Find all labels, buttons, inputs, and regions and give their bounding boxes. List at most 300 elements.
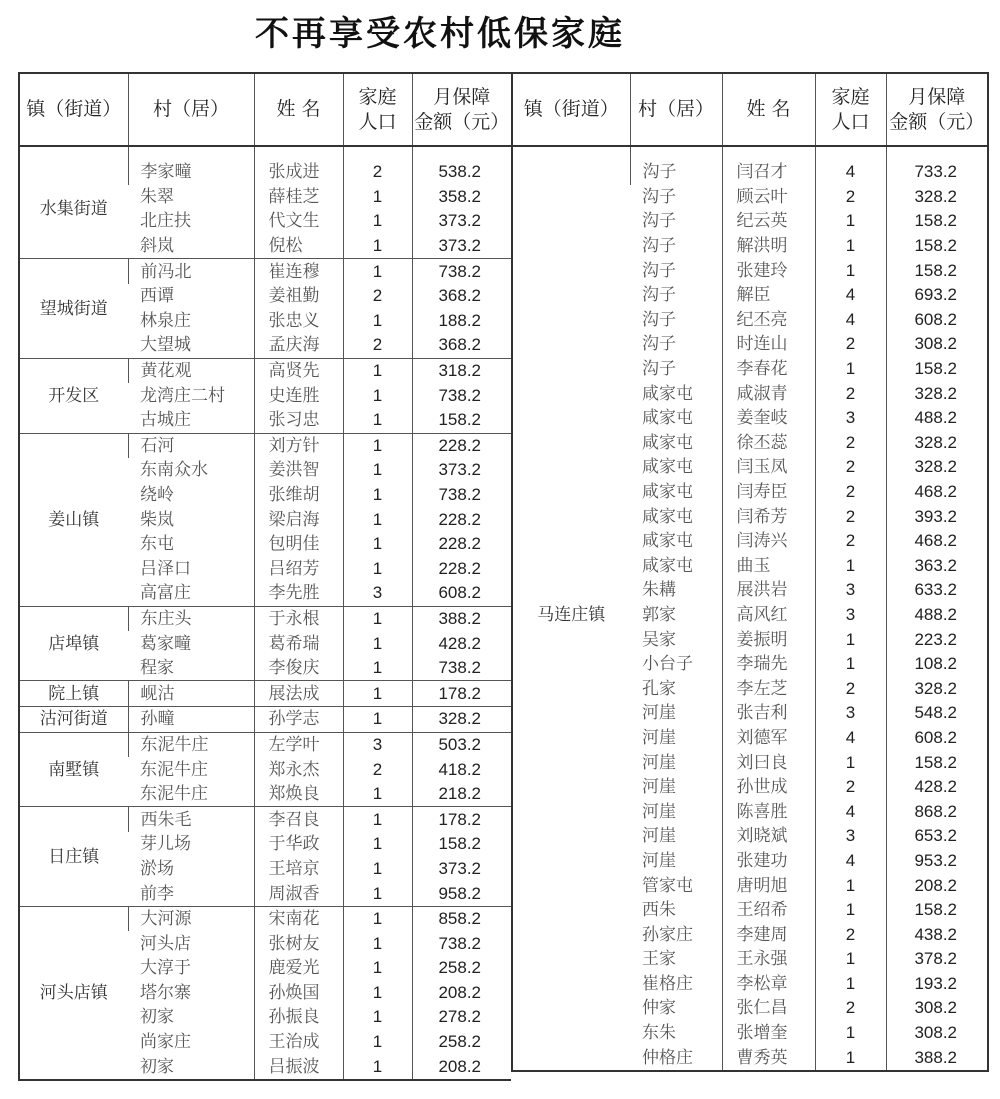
town-cell: 河头店镇 <box>39 982 108 1003</box>
village-cell: 东泥牛庄 <box>140 759 208 780</box>
population-cell: 1 <box>343 981 412 1006</box>
name-cell: 咸淑青 <box>722 381 815 406</box>
village-cell: 岘沽 <box>128 681 254 707</box>
amount-cell: 158.2 <box>412 408 511 433</box>
amount-cell: 158.2 <box>886 234 988 259</box>
population-cell: 1 <box>815 947 886 972</box>
population-cell: 1 <box>343 782 412 807</box>
header-town: 镇（街道） <box>512 73 630 146</box>
header-village: 村（居） <box>128 73 254 146</box>
header-amount-line2: 金额（元） <box>889 110 985 133</box>
name-cell: 包明佳 <box>254 532 343 557</box>
name-cell: 孙振良 <box>254 1005 343 1030</box>
village-cell: 沟子 <box>642 186 676 207</box>
amount-cell: 228.2 <box>412 433 511 458</box>
name-cell: 姜洪智 <box>254 458 343 483</box>
village-cell: 崔格庄 <box>642 973 693 994</box>
amount-cell: 178.2 <box>412 807 511 832</box>
village-cell: 黄花观 <box>128 358 254 383</box>
name-cell: 宋南花 <box>254 906 343 931</box>
name-cell: 孙世成 <box>722 775 815 800</box>
name-cell: 刘方针 <box>254 433 343 458</box>
population-cell: 2 <box>815 504 886 529</box>
village-cell: 大河源 <box>128 906 254 931</box>
table-row <box>19 906 511 931</box>
name-cell: 薛桂芝 <box>254 185 343 210</box>
population-cell: 1 <box>815 652 886 677</box>
population-cell: 1 <box>343 483 412 508</box>
amount-cell: 633.2 <box>886 578 988 603</box>
village-cell: 东庄头 <box>128 606 254 631</box>
population-cell: 2 <box>343 146 412 185</box>
name-cell: 孟庆海 <box>254 333 343 358</box>
name-cell: 梁启海 <box>254 507 343 532</box>
amount-cell: 958.2 <box>412 881 511 906</box>
header-town: 镇（街道） <box>19 73 128 146</box>
population-cell: 1 <box>343 458 412 483</box>
amount-cell: 208.2 <box>412 1054 511 1080</box>
name-cell: 王治成 <box>254 1030 343 1055</box>
amount-cell: 418.2 <box>412 757 511 782</box>
population-cell: 1 <box>815 554 886 579</box>
name-cell: 展法成 <box>254 681 343 707</box>
village-cell: 东朱 <box>642 1023 676 1044</box>
population-cell: 1 <box>343 681 412 707</box>
village-cell: 仲格庄 <box>642 1047 693 1068</box>
amount-cell: 373.2 <box>412 857 511 882</box>
amount-cell: 328.2 <box>886 455 988 480</box>
amount-cell: 158.2 <box>886 750 988 775</box>
village-cell: 大望城 <box>128 333 254 358</box>
population-cell: 1 <box>815 209 886 234</box>
village-cell: 沟子 <box>642 285 676 306</box>
amount-cell: 438.2 <box>886 922 988 947</box>
table-row <box>19 606 511 631</box>
population-cell: 2 <box>815 455 886 480</box>
population-cell: 2 <box>815 922 886 947</box>
name-cell: 高风红 <box>722 603 815 628</box>
village-cell: 沟子 <box>642 260 676 281</box>
population-cell: 1 <box>343 707 412 733</box>
village-cell: 咸家屯 <box>642 506 693 527</box>
amount-cell: 208.2 <box>412 981 511 1006</box>
population-cell: 1 <box>815 627 886 652</box>
population-cell: 1 <box>343 1030 412 1055</box>
village-cell: 古城庄 <box>128 408 254 433</box>
name-cell: 李松章 <box>722 972 815 997</box>
population-cell: 1 <box>343 832 412 857</box>
village-cell: 北庄扶 <box>140 211 191 232</box>
population-cell: 1 <box>815 898 886 923</box>
amount-cell: 428.2 <box>886 775 988 800</box>
amount-cell: 373.2 <box>412 234 511 259</box>
name-cell: 张增奎 <box>722 1021 815 1046</box>
village-cell: 葛家疃 <box>140 633 191 654</box>
population-cell: 1 <box>343 234 412 259</box>
amount-cell: 738.2 <box>412 259 511 284</box>
header-row <box>19 73 511 146</box>
name-cell: 孙焕国 <box>254 981 343 1006</box>
name-cell: 李建周 <box>722 922 815 947</box>
name-cell: 李召良 <box>254 807 343 832</box>
population-cell: 1 <box>343 656 412 681</box>
town-cell: 开发区 <box>19 358 128 433</box>
name-cell: 刘晓斌 <box>722 824 815 849</box>
village-cell: 管家屯 <box>642 875 693 896</box>
name-cell: 王永强 <box>722 947 815 972</box>
population-cell: 1 <box>343 881 412 906</box>
right-table-body <box>512 146 988 1071</box>
table-row <box>512 146 988 185</box>
village-cell: 咸家屯 <box>642 531 693 552</box>
amount-cell: 378.2 <box>886 947 988 972</box>
header-population <box>815 73 886 146</box>
name-cell: 顾云叶 <box>722 185 815 210</box>
amount-cell: 223.2 <box>886 627 988 652</box>
header-amount <box>886 73 988 146</box>
village-cell: 东泥牛庄 <box>128 732 254 757</box>
village-cell: 河崖 <box>642 703 676 724</box>
header-population <box>343 73 412 146</box>
population-cell: 1 <box>343 408 412 433</box>
population-cell: 1 <box>343 1005 412 1030</box>
name-cell: 孙学志 <box>254 707 343 733</box>
village-cell: 前冯北 <box>128 259 254 284</box>
amount-cell: 368.2 <box>412 333 511 358</box>
amount-cell: 328.2 <box>886 431 988 456</box>
village-cell: 沟子 <box>642 211 676 232</box>
village-cell: 河崖 <box>642 850 676 871</box>
village-cell: 吴家 <box>642 629 676 650</box>
village-cell: 龙湾庄二村 <box>140 385 225 406</box>
population-cell: 1 <box>343 358 412 383</box>
amount-cell: 208.2 <box>886 873 988 898</box>
village-cell: 东屯 <box>140 534 174 555</box>
population-cell: 2 <box>815 996 886 1021</box>
village-cell: 王家 <box>642 949 676 970</box>
amount-cell: 278.2 <box>412 1005 511 1030</box>
amount-cell: 188.2 <box>412 309 511 334</box>
population-cell: 1 <box>343 606 412 631</box>
name-cell: 周淑香 <box>254 881 343 906</box>
village-cell: 芽儿场 <box>140 834 191 855</box>
name-cell: 张吉利 <box>722 701 815 726</box>
population-cell: 4 <box>815 849 886 874</box>
town-cell: 姜山镇 <box>19 433 128 606</box>
name-cell: 高贤先 <box>254 358 343 383</box>
village-cell: 孙家庄 <box>642 924 693 945</box>
village-cell: 咸家屯 <box>642 408 693 429</box>
amount-cell: 363.2 <box>886 554 988 579</box>
name-cell: 展洪岩 <box>722 578 815 603</box>
amount-cell: 388.2 <box>412 606 511 631</box>
population-cell: 1 <box>343 259 412 284</box>
population-cell: 1 <box>343 857 412 882</box>
amount-cell: 393.2 <box>886 504 988 529</box>
header-population-line2: 人口 <box>358 110 397 133</box>
amount-cell: 738.2 <box>412 931 511 956</box>
header-name: 姓 名 <box>722 73 815 146</box>
village-cell: 尚家庄 <box>140 1032 191 1053</box>
village-cell: 朱翠 <box>140 186 174 207</box>
population-cell: 3 <box>343 732 412 757</box>
population-cell: 1 <box>343 956 412 981</box>
town-cell: 沽河街道 <box>19 707 128 733</box>
amount-cell: 468.2 <box>886 529 988 554</box>
population-cell: 1 <box>815 234 886 259</box>
population-cell: 1 <box>343 557 412 582</box>
population-cell: 1 <box>343 906 412 931</box>
population-cell: 3 <box>815 578 886 603</box>
village-cell: 河崖 <box>642 777 676 798</box>
amount-cell: 228.2 <box>412 532 511 557</box>
amount-cell: 608.2 <box>886 726 988 751</box>
amount-cell: 608.2 <box>412 581 511 606</box>
population-cell: 1 <box>343 383 412 408</box>
amount-cell: 548.2 <box>886 701 988 726</box>
village-cell: 孔家 <box>642 678 676 699</box>
population-cell: 1 <box>343 185 412 210</box>
population-cell: 1 <box>343 209 412 234</box>
population-cell: 4 <box>815 283 886 308</box>
amount-cell: 733.2 <box>886 146 988 185</box>
right-table <box>511 72 989 1072</box>
name-cell: 曹秀英 <box>722 1045 815 1071</box>
village-cell: 斜岚 <box>128 234 254 259</box>
name-cell: 解洪明 <box>722 234 815 259</box>
village-cell: 咸家屯 <box>642 383 693 404</box>
population-cell: 1 <box>343 433 412 458</box>
name-cell: 姜振明 <box>722 627 815 652</box>
left-table-body <box>19 146 511 1080</box>
name-cell: 代文生 <box>254 209 343 234</box>
population-cell: 1 <box>815 1021 886 1046</box>
village-cell: 西谭 <box>140 286 174 307</box>
village-cell: 仲家 <box>642 998 676 1019</box>
name-cell: 时连山 <box>722 332 815 357</box>
name-cell: 郑永杰 <box>254 757 343 782</box>
name-cell: 陈喜胜 <box>722 799 815 824</box>
table-row <box>19 146 511 185</box>
name-cell: 闫寿臣 <box>722 480 815 505</box>
header-amount-line1: 月保障 <box>908 85 966 108</box>
amount-cell: 358.2 <box>412 185 511 210</box>
amount-cell: 693.2 <box>886 283 988 308</box>
amount-cell: 328.2 <box>886 185 988 210</box>
amount-cell: 653.2 <box>886 824 988 849</box>
population-cell: 2 <box>815 381 886 406</box>
village-cell: 咸家屯 <box>642 482 693 503</box>
population-cell: 4 <box>815 726 886 751</box>
population-cell: 1 <box>343 532 412 557</box>
town-cell: 店埠镇 <box>19 606 128 681</box>
amount-cell: 318.2 <box>412 358 511 383</box>
amount-cell: 328.2 <box>412 707 511 733</box>
village-cell: 小台子 <box>642 654 693 675</box>
village-cell: 塔尔寨 <box>140 982 191 1003</box>
name-cell: 闫希芳 <box>722 504 815 529</box>
table-row <box>19 358 511 383</box>
population-cell: 1 <box>815 1045 886 1071</box>
name-cell: 纪云英 <box>722 209 815 234</box>
population-cell: 2 <box>815 431 886 456</box>
name-cell: 吕振波 <box>254 1054 343 1080</box>
name-cell: 于华政 <box>254 832 343 857</box>
population-cell: 1 <box>343 507 412 532</box>
village-cell: 初家 <box>140 1056 174 1077</box>
header-name: 姓 名 <box>254 73 343 146</box>
village-cell: 柴岚 <box>140 509 174 530</box>
name-cell: 解臣 <box>722 283 815 308</box>
name-cell: 张忠义 <box>254 309 343 334</box>
village-cell: 绕岭 <box>140 485 174 506</box>
amount-cell: 608.2 <box>886 308 988 333</box>
name-cell: 李左芝 <box>722 676 815 701</box>
village-cell: 前李 <box>128 881 254 906</box>
village-cell: 东泥牛庄 <box>128 782 254 807</box>
amount-cell: 368.2 <box>412 284 511 309</box>
name-cell: 姜奎岐 <box>722 406 815 431</box>
amount-cell: 228.2 <box>412 557 511 582</box>
amount-cell: 158.2 <box>886 357 988 382</box>
population-cell: 2 <box>815 480 886 505</box>
amount-cell: 178.2 <box>412 681 511 707</box>
name-cell: 李瑞先 <box>722 652 815 677</box>
village-cell: 沟子 <box>642 309 676 330</box>
population-cell: 1 <box>815 258 886 283</box>
name-cell: 刘曰良 <box>722 750 815 775</box>
name-cell: 鹿爱光 <box>254 956 343 981</box>
amount-cell: 328.2 <box>886 381 988 406</box>
table-row <box>19 807 511 832</box>
amount-cell: 388.2 <box>886 1045 988 1071</box>
name-cell: 张习忠 <box>254 408 343 433</box>
population-cell: 2 <box>815 185 886 210</box>
name-cell: 张建玲 <box>722 258 815 283</box>
town-cell: 马连庄镇 <box>537 604 606 625</box>
village-cell: 河崖 <box>642 826 676 847</box>
name-cell: 于永根 <box>254 606 343 631</box>
town-cell: 望城街道 <box>19 259 128 358</box>
amount-cell: 158.2 <box>886 258 988 283</box>
amount-cell: 488.2 <box>886 406 988 431</box>
amount-cell: 193.2 <box>886 972 988 997</box>
name-cell: 闫玉凤 <box>722 455 815 480</box>
amount-cell: 158.2 <box>886 898 988 923</box>
amount-cell: 488.2 <box>886 603 988 628</box>
population-cell: 3 <box>343 581 412 606</box>
name-cell: 吕绍芳 <box>254 557 343 582</box>
population-cell: 2 <box>815 775 886 800</box>
amount-cell: 158.2 <box>886 209 988 234</box>
name-cell: 张成进 <box>254 146 343 185</box>
table-row <box>19 259 511 284</box>
amount-cell: 738.2 <box>412 483 511 508</box>
amount-cell: 308.2 <box>886 996 988 1021</box>
amount-cell: 158.2 <box>412 832 511 857</box>
header-population-line1: 家庭 <box>358 85 397 108</box>
population-cell: 1 <box>815 750 886 775</box>
name-cell: 唐明旭 <box>722 873 815 898</box>
table-row <box>19 681 511 707</box>
header-population-line1: 家庭 <box>831 85 870 108</box>
amount-cell: 428.2 <box>412 631 511 656</box>
name-cell: 崔连穆 <box>254 259 343 284</box>
name-cell: 闫涛兴 <box>722 529 815 554</box>
name-cell: 刘德军 <box>722 726 815 751</box>
village-cell: 朱耩 <box>642 580 676 601</box>
village-cell: 石河 <box>128 433 254 458</box>
village-cell: 河崖 <box>642 727 676 748</box>
population-cell: 4 <box>815 308 886 333</box>
name-cell: 李春花 <box>722 357 815 382</box>
header-population-line2: 人口 <box>831 110 870 133</box>
village-cell: 初家 <box>140 1007 174 1028</box>
village-cell: 郭家 <box>642 604 676 625</box>
village-cell: 程家 <box>128 656 254 681</box>
village-cell: 沟子 <box>630 146 722 185</box>
population-cell: 1 <box>343 631 412 656</box>
name-cell: 纪丕亮 <box>722 308 815 333</box>
population-cell: 1 <box>815 873 886 898</box>
amount-cell: 218.2 <box>412 782 511 807</box>
name-cell: 左学叶 <box>254 732 343 757</box>
village-cell: 沟子 <box>642 359 676 380</box>
table-row <box>19 707 511 733</box>
village-cell: 沟子 <box>642 236 676 257</box>
village-cell: 东南众水 <box>140 460 208 481</box>
amount-cell: 228.2 <box>412 507 511 532</box>
village-cell: 李家疃 <box>128 146 254 185</box>
header-village: 村（居） <box>630 73 722 146</box>
amount-cell: 468.2 <box>886 480 988 505</box>
table-row <box>19 732 511 757</box>
name-cell: 王绍希 <box>722 898 815 923</box>
header-amount-line2: 金额（元） <box>414 110 510 133</box>
amount-cell: 738.2 <box>412 383 511 408</box>
name-cell: 葛希瑞 <box>254 631 343 656</box>
header-row <box>512 73 988 146</box>
name-cell: 郑焕良 <box>254 782 343 807</box>
town-cell: 院上镇 <box>19 681 128 707</box>
town-cell: 日庄镇 <box>19 807 128 906</box>
town-cell: 水集街道 <box>19 146 128 259</box>
village-cell: 林泉庄 <box>140 310 191 331</box>
amount-cell: 953.2 <box>886 849 988 874</box>
name-cell: 徐丕蕊 <box>722 431 815 456</box>
amount-cell: 373.2 <box>412 209 511 234</box>
population-cell: 4 <box>815 799 886 824</box>
amount-cell: 108.2 <box>886 652 988 677</box>
name-cell: 姜祖勤 <box>254 284 343 309</box>
amount-cell: 373.2 <box>412 458 511 483</box>
name-cell: 曲玉 <box>722 554 815 579</box>
village-cell: 西朱毛 <box>128 807 254 832</box>
town-cell: 南墅镇 <box>19 732 128 807</box>
population-cell: 2 <box>343 284 412 309</box>
amount-cell: 868.2 <box>886 799 988 824</box>
amount-cell: 538.2 <box>412 146 511 185</box>
population-cell: 1 <box>343 931 412 956</box>
population-cell: 1 <box>343 309 412 334</box>
amount-cell: 858.2 <box>412 906 511 931</box>
amount-cell: 503.2 <box>412 732 511 757</box>
table-row <box>19 433 511 458</box>
amount-cell: 738.2 <box>412 656 511 681</box>
name-cell: 张维胡 <box>254 483 343 508</box>
population-cell: 2 <box>815 332 886 357</box>
village-cell: 河崖 <box>642 801 676 822</box>
